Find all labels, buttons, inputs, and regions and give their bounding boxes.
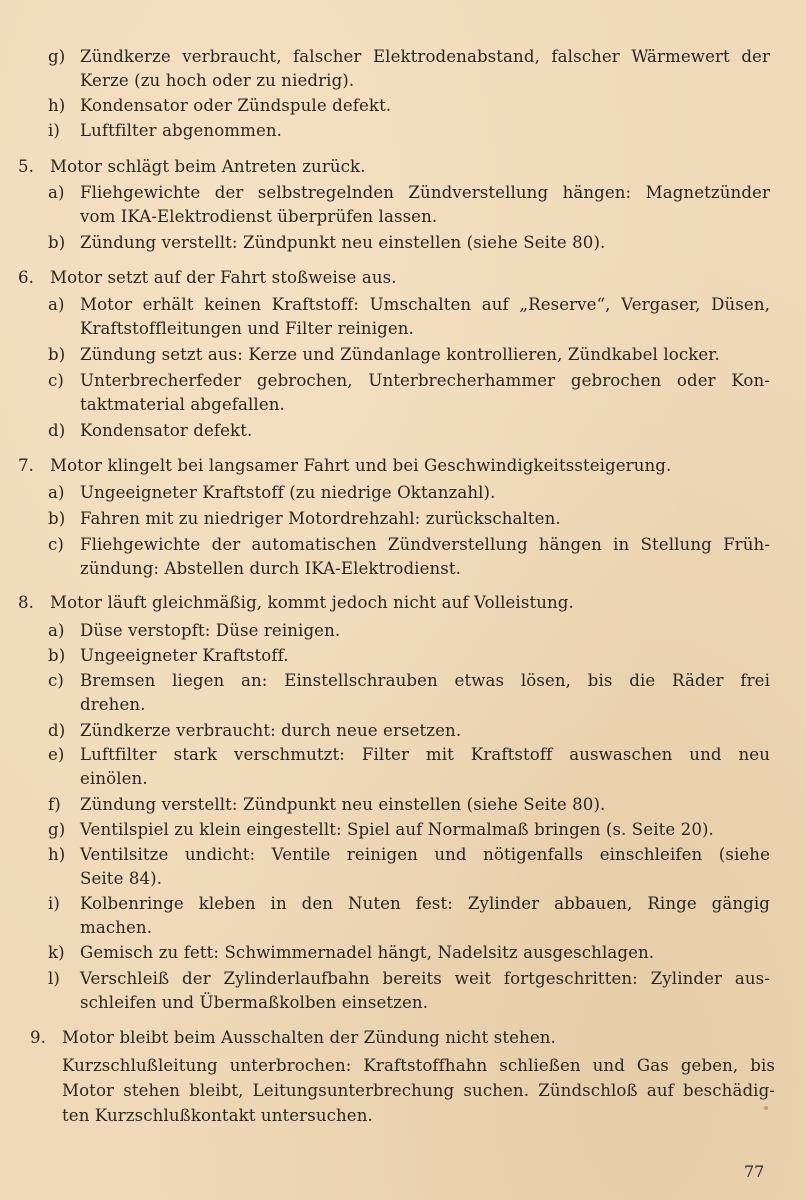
item-text: zündung: Abstellen durch IKA-Elektrodienst. <box>80 559 462 578</box>
item-text: einölen. <box>80 769 148 788</box>
section-number: 8. <box>18 593 35 612</box>
item-label: a) <box>48 621 65 640</box>
section-number: 5. <box>18 157 35 176</box>
item-label: b) <box>48 646 66 665</box>
item-label: a) <box>48 483 65 502</box>
item-text: drehen. <box>80 695 146 714</box>
section-number: 6. <box>18 268 35 287</box>
item-label: h) <box>48 845 66 864</box>
item-text: Bremsen liegen an: Einstellschrauben etwas lösen, bis die Räder frei <box>80 671 770 690</box>
item-label: f) <box>48 795 61 814</box>
item-label: h) <box>48 96 66 115</box>
section-number: 7. <box>18 456 35 475</box>
item-text: Ungeeigneter Kraftstoff (zu niedrige Oktanzahl). <box>80 483 496 502</box>
section-number: 9. <box>30 1028 47 1047</box>
item-text: Luftfilter stark verschmutzt: Filter mit Kraftstoff auswaschen und neu <box>80 745 770 764</box>
item-text: machen. <box>80 918 153 937</box>
item-label: g) <box>48 47 66 66</box>
item-text: Zündung verstellt: Zündpunkt neu einstellen (siehe Seite 80). <box>80 795 606 814</box>
item-text: Fliehgewichte der automatischen Zündverstellung hängen in Stellung Früh- <box>80 535 770 554</box>
item-label: i) <box>48 894 60 913</box>
paper-speck <box>764 1106 768 1110</box>
item-label: e) <box>48 745 65 764</box>
item-text: ten Kurzschlußkontakt untersuchen. <box>62 1106 373 1125</box>
item-text: schleifen und Übermaßkolben einsetzen. <box>80 993 429 1012</box>
item-text: Zündkerze verbraucht: durch neue ersetzen. <box>80 721 462 740</box>
item-text: Gemisch zu fett: Schwimmernadel hängt, Nadelsitz ausgeschlagen. <box>80 943 655 962</box>
section-heading-text: Motor bleibt beim Ausschalten der Zündung nicht stehen. <box>62 1028 556 1047</box>
item-label: d) <box>48 421 66 440</box>
item-text: Luftfilter abgenommen. <box>80 121 283 140</box>
item-label: d) <box>48 721 66 740</box>
item-text: Kondensator defekt. <box>80 421 253 440</box>
item-label: c) <box>48 371 64 390</box>
section-heading-text: Motor schlägt beim Antreten zurück. <box>50 157 366 176</box>
item-text: Unterbrecherfeder gebrochen, Unterbrecherhammer gebrochen oder Kon- <box>80 371 770 390</box>
item-label: l) <box>48 969 60 988</box>
item-text: Verschleiß der Zylinderlaufbahn bereits weit fortgeschritten: Zylinder aus- <box>80 969 770 988</box>
item-text: Motor erhält keinen Kraftstoff: Umschalten auf „Reserve“, Vergaser, Düsen, <box>80 295 770 314</box>
item-text: Motor stehen bleibt, Leitungsunterbrechung suchen. Zündschloß auf beschädig- <box>62 1081 775 1100</box>
item-label: k) <box>48 943 65 962</box>
section-heading-text: Motor läuft gleichmäßig, kommt jedoch nicht auf Volleistung. <box>50 593 574 612</box>
item-label: c) <box>48 671 64 690</box>
item-label: a) <box>48 183 65 202</box>
item-text: Zündung setzt aus: Kerze und Zündanlage kontrollieren, Zündkabel locker. <box>80 345 720 364</box>
item-text: Kolbenringe kleben in den Nuten fest: Zylinder abbauen, Ringe gängig <box>80 894 770 913</box>
item-text: Kerze (zu hoch oder zu niedrig). <box>80 71 355 90</box>
item-text: Fliehgewichte der selbstregelnden Zündverstellung hängen: Magnetzünder <box>80 183 770 202</box>
item-text: Kondensator oder Zündspule defekt. <box>80 96 392 115</box>
item-text: Seite 84). <box>80 869 163 888</box>
item-label: a) <box>48 295 65 314</box>
item-text: Zündung verstellt: Zündpunkt neu einstellen (siehe Seite 80). <box>80 233 606 252</box>
section-heading-text: Motor setzt auf der Fahrt stoßweise aus. <box>50 268 397 287</box>
item-label: b) <box>48 233 66 252</box>
item-label: b) <box>48 509 66 528</box>
item-text: taktmaterial abgefallen. <box>80 395 285 414</box>
item-text: Kraftstoffleitungen und Filter reinigen. <box>80 319 414 338</box>
item-text: Zündkerze verbraucht, falscher Elektrodenabstand, falscher Wärmewert der <box>80 47 770 66</box>
item-text: Kurzschlußleitung unterbrochen: Kraftstoffhahn schließen und Gas geben, bis <box>62 1056 775 1075</box>
item-text: Düse verstopft: Düse reinigen. <box>80 621 341 640</box>
item-text: Ventilsitze undicht: Ventile reinigen und nötigenfalls einschleifen (siehe <box>80 845 770 864</box>
item-label: g) <box>48 820 66 839</box>
section-heading-text: Motor klingelt bei langsamer Fahrt und bei Geschwindigkeitssteigerung. <box>50 456 672 475</box>
item-label: i) <box>48 121 60 140</box>
item-text: Ventilspiel zu klein eingestellt: Spiel auf Normalmaß bringen (s. Seite 20). <box>80 820 714 839</box>
item-label: c) <box>48 535 64 554</box>
item-text: Ungeeigneter Kraftstoff. <box>80 646 289 665</box>
item-text: Fahren mit zu niedriger Motordrehzahl: zurückschalten. <box>80 509 561 528</box>
page-number: 77 <box>744 1162 765 1181</box>
item-label: b) <box>48 345 66 364</box>
item-text: vom IKA-Elektrodienst überprüfen lassen. <box>80 207 438 226</box>
